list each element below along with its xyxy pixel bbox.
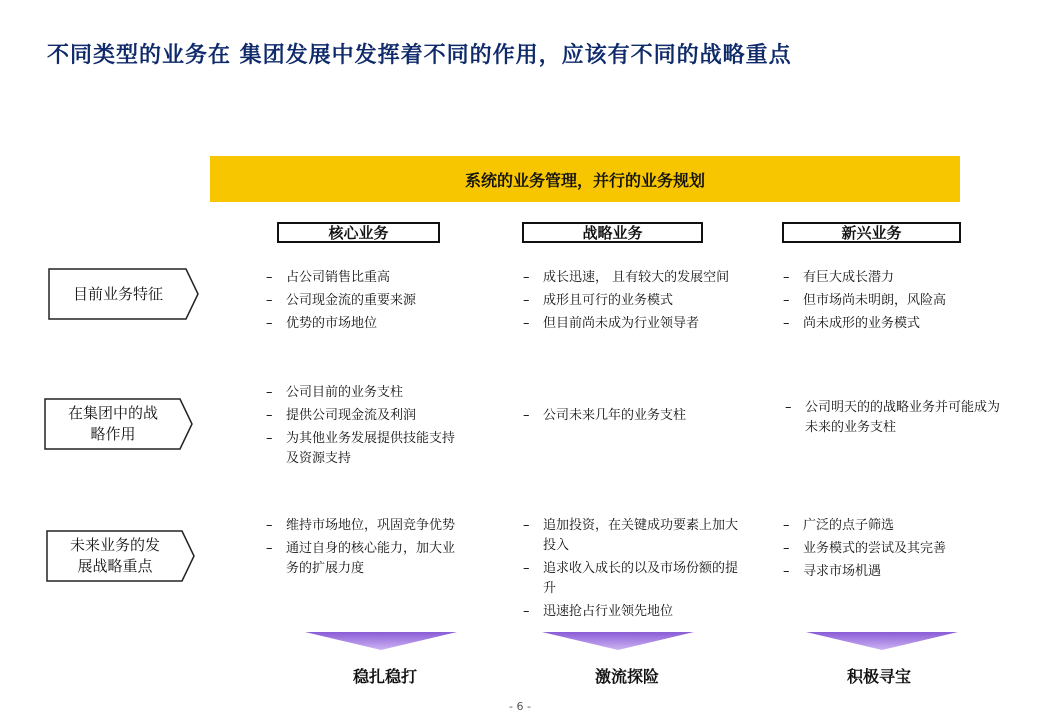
list-item: – 成形且可行的业务模式 (523, 293, 674, 308)
list-item: – 公司明天的的战略业务并可能成为未来的业务支柱 (785, 400, 1001, 435)
row-label-group-role (44, 398, 194, 450)
cell-strategic-role (523, 406, 753, 429)
list-item: – 广泛的点子筛选 (783, 518, 895, 533)
list-item: – 公司现金流的重要来源 (266, 293, 417, 308)
list-item: – 但市场尚未明朗，风险高 (783, 293, 947, 308)
list-item: – 公司目前的业务支柱 (266, 385, 404, 400)
row-label-current-features-text: 目前业务特征 (72, 284, 163, 303)
list-item: – 追加投资，在关键成功要素上加大投入 (523, 518, 739, 553)
column-header-emerging: 新兴业务 (782, 222, 961, 243)
list-item: – 为其他业务发展提供技能支持及资源支持 (266, 431, 456, 466)
cell-core-focus (266, 516, 466, 582)
row-label-strategy-focus-text: 未来业务的发 展战略重点 (69, 536, 160, 575)
list-item: – 成长迅速， 且有较大的发展空间 (523, 270, 730, 285)
down-arrow-icon (806, 632, 958, 650)
list-item: – 尚未成形的业务模式 (783, 316, 921, 331)
down-arrow-icon (305, 632, 457, 650)
cell-emerging-focus (783, 516, 998, 585)
list-item: – 优势的市场地位 (266, 316, 378, 331)
list-item: – 但目前尚未成为行业领导者 (523, 316, 700, 331)
strategy-strategic: 激流探险 (594, 667, 659, 686)
management-banner (210, 156, 960, 202)
list-item: – 公司未来几年的业务支柱 (523, 408, 687, 423)
row-label-group-role-text: 在集团中的战 略作用 (67, 404, 158, 443)
list-item: – 业务模式的尝试及其完善 (783, 541, 947, 556)
strategy-core: 稳扎稳打 (352, 667, 417, 686)
cell-emerging-role (785, 398, 1007, 441)
strategy-emerging: 积极寻宝 (846, 667, 911, 686)
cell-emerging-current (783, 268, 998, 337)
list-item: – 有巨大成长潜力 (783, 270, 895, 285)
down-arrow-icon (542, 632, 694, 650)
list-item: – 寻求市场机遇 (783, 564, 882, 579)
list-item: – 维持市场地位，巩固竞争优势 (266, 518, 456, 533)
page-title: 不同类型的业务在 集团发展中发挥着不同的作用，应该有不同的战略重点 (47, 42, 792, 68)
cell-strategic-current (523, 268, 745, 337)
list-item: – 通过自身的核心能力，加大业务的扩展力度 (266, 541, 456, 576)
page-number: - 6 - (509, 700, 531, 713)
column-header-core: 核心业务 (277, 222, 440, 243)
cell-core-role (266, 383, 466, 472)
banner-text: 系统的业务管理，并行的业务规划 (464, 170, 705, 190)
cell-strategic-focus (523, 516, 745, 625)
list-item: – 提供公司现金流及利润 (266, 408, 417, 423)
row-label-current-features (48, 268, 200, 320)
list-item: – 迅速抢占行业领先地位 (523, 604, 674, 619)
column-header-strategic: 战略业务 (522, 222, 703, 243)
list-item: – 追求收入成长的以及市场份额的提升 (523, 561, 739, 596)
list-item: – 占公司销售比重高 (266, 270, 391, 285)
cell-core-current (266, 268, 466, 337)
row-label-strategy-focus (46, 530, 196, 582)
